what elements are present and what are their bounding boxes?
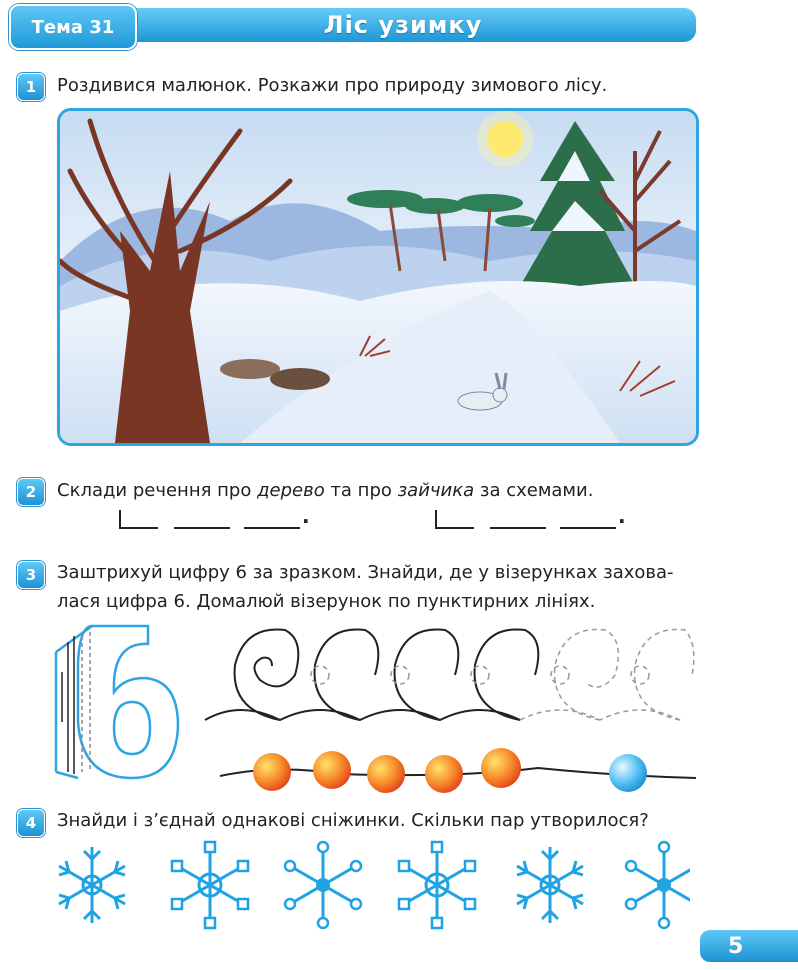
- page-number-text: 5: [728, 933, 744, 959]
- task-3-line-2: лася цифра 6. Домалюй візерунок по пунктирних лініях.: [57, 591, 596, 612]
- bead-1: [253, 753, 291, 791]
- snowflakes-svg: [50, 840, 690, 930]
- task-2-part-3: та про: [324, 480, 398, 501]
- task-2-part-1: Склади речення про: [57, 480, 258, 501]
- task-1-text: Роздивися малюнок. Розкажи про природу зимового лісу.: [57, 75, 608, 96]
- digit-six-tracing[interactable]: [52, 622, 182, 782]
- page-title-text: Ліс узимку: [323, 11, 483, 39]
- topic-badge: [9, 4, 137, 50]
- sun-icon: [477, 111, 533, 167]
- digit-six-outline: [52, 622, 182, 782]
- snowflake-6[interactable]: [626, 842, 690, 928]
- page-title: [110, 8, 696, 42]
- task-2-word-hare: зайчика: [397, 480, 475, 501]
- scheme-period-1: .: [302, 504, 310, 528]
- task-2-part-5: за схемами.: [474, 480, 594, 501]
- spiral-pattern[interactable]: [200, 620, 700, 740]
- sentence-scheme-hare[interactable]: [434, 504, 634, 538]
- task-number-4: 4: [17, 809, 45, 837]
- bead-string-svg: [218, 748, 698, 798]
- task-2-word-tree: дерево: [257, 480, 325, 501]
- task-2-text: [57, 476, 593, 505]
- topic-label: Тема 31: [31, 16, 115, 38]
- bead-5: [481, 748, 521, 788]
- winter-forest-picture: [57, 108, 699, 446]
- bead-4: [425, 755, 463, 793]
- spiral-pattern-lines: [200, 620, 700, 740]
- snowflake-5[interactable]: [517, 847, 583, 923]
- snowflake-3[interactable]: [285, 842, 361, 928]
- scheme-lines-2: [434, 508, 634, 534]
- task-number-3: 3: [17, 561, 45, 589]
- task-number-2: 2: [17, 478, 45, 506]
- task-4-text: Знайди і з’єднай однакові сніжинки. Скільки пар утворилося?: [57, 810, 649, 831]
- task-3-text: [57, 558, 674, 616]
- snowflake-1[interactable]: [59, 847, 125, 923]
- scheme-lines-1: [118, 508, 318, 534]
- snowflake-4[interactable]: [399, 842, 475, 928]
- snowflake-2[interactable]: [172, 842, 248, 928]
- task-3-line-1: Заштрихуй цифру 6 за зразком. Знайди, де у візерунках захова-: [57, 562, 674, 583]
- bead-6: [609, 754, 647, 792]
- bead-3: [367, 755, 405, 793]
- snowflake-row: [50, 840, 690, 930]
- bead-2: [313, 751, 351, 789]
- sentence-scheme-tree[interactable]: [118, 504, 318, 538]
- winter-forest-illustration: [60, 111, 696, 443]
- task-number-1: 1: [17, 73, 45, 101]
- page-number: [700, 930, 798, 962]
- bead-string: [218, 748, 698, 798]
- scheme-period-2: .: [618, 504, 626, 528]
